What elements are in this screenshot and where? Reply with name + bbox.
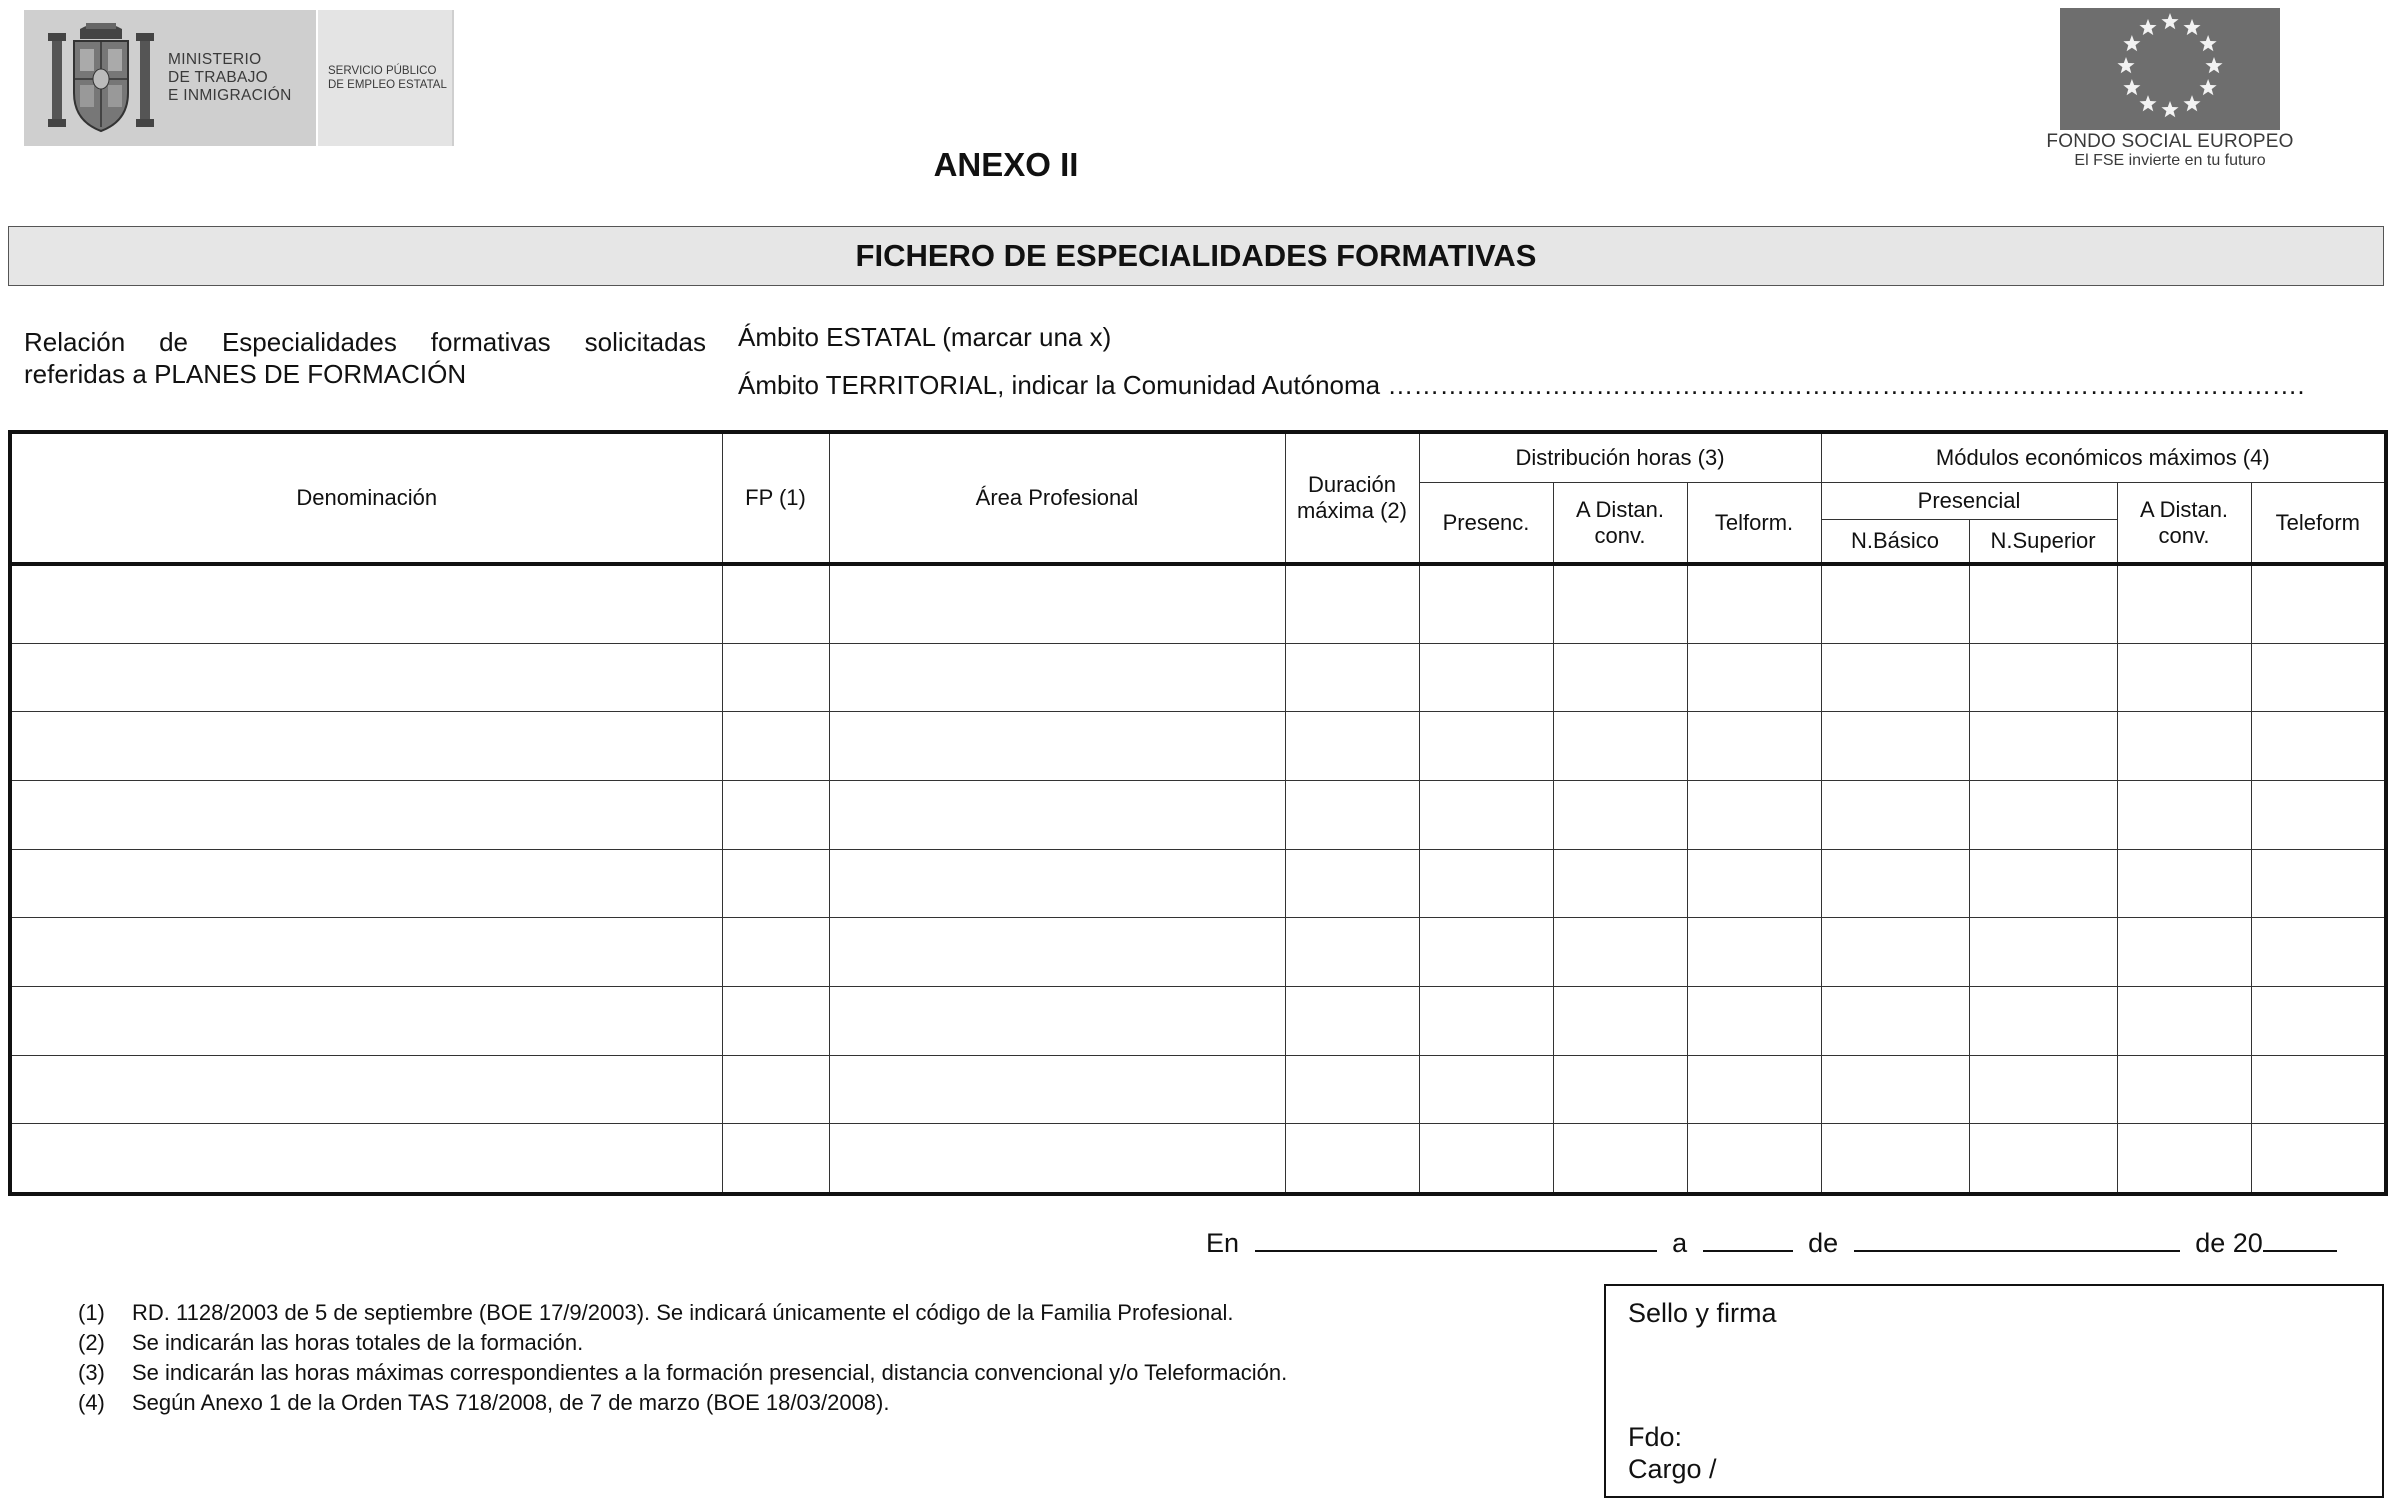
- table-row: [10, 712, 2386, 781]
- cell-n-basico[interactable]: [1821, 712, 1969, 781]
- cell-area[interactable]: [829, 918, 1285, 987]
- cell-fp[interactable]: [722, 781, 829, 850]
- cell-fp[interactable]: [722, 1124, 829, 1194]
- cell-duracion[interactable]: [1285, 849, 1419, 918]
- cell-telform[interactable]: [1687, 643, 1821, 712]
- cell-presenc[interactable]: [1419, 986, 1553, 1055]
- table-row: [10, 781, 2386, 850]
- cell-denominacion[interactable]: [10, 918, 722, 987]
- cell-a-distan-conv[interactable]: [1553, 712, 1687, 781]
- date-a-label: a: [1672, 1228, 1688, 1258]
- ambito-territorial[interactable]: Ámbito TERRITORIAL, indicar la Comunidad Autónoma …………………………………………………………………………………………….: [738, 370, 2305, 400]
- cell-telform[interactable]: [1687, 781, 1821, 850]
- cell-telform[interactable]: [1687, 1055, 1821, 1124]
- cell-telform[interactable]: [1687, 849, 1821, 918]
- cell-area[interactable]: [829, 564, 1285, 643]
- cell-a-distan-conv[interactable]: [1553, 986, 1687, 1055]
- cell-n-basico[interactable]: [1821, 849, 1969, 918]
- annex-title: ANEXO II: [933, 146, 1079, 183]
- cell-duracion[interactable]: [1285, 643, 1419, 712]
- cell-n-superior[interactable]: [1969, 643, 2117, 712]
- ministry-logo: [24, 10, 454, 146]
- cell-teleform[interactable]: [2251, 986, 2386, 1055]
- cell-modulos-a-distan-conv[interactable]: [2117, 564, 2251, 643]
- cell-teleform[interactable]: [2251, 781, 2386, 850]
- place-field[interactable]: [1255, 1228, 1657, 1252]
- cell-teleform[interactable]: [2251, 1055, 2386, 1124]
- cell-presenc[interactable]: [1419, 1124, 1553, 1194]
- footnote: (3) Se indicarán las horas máximas correspondientes a la formación presencial, distancia convencional y/o Teleformación.: [78, 1360, 1288, 1385]
- eu-star-icon: [2161, 13, 2178, 29]
- cell-a-distan-conv[interactable]: [1553, 564, 1687, 643]
- eu-flag-icon: [2060, 8, 2280, 130]
- cell-modulos-a-distan-conv[interactable]: [2117, 849, 2251, 918]
- footnote: (2) Se indicarán las horas totales de la formación.: [78, 1330, 584, 1355]
- fse-name: FONDO SOCIAL EUROPEO: [2046, 131, 2294, 152]
- cell-area[interactable]: [829, 986, 1285, 1055]
- eu-star-icon: [2183, 95, 2200, 111]
- cell-telform[interactable]: [1687, 1124, 1821, 1194]
- fse-tagline: El FSE invierte en tu futuro: [2074, 152, 2266, 169]
- date-de20-label: de 20: [2195, 1228, 2263, 1258]
- table-row: [10, 849, 2386, 918]
- header-modulos-a-distan-conv: A Distan. conv.: [2117, 483, 2251, 565]
- sello-label: Sello y firma: [1628, 1298, 1777, 1328]
- cell-teleform[interactable]: [2251, 712, 2386, 781]
- cell-n-superior[interactable]: [1969, 712, 2117, 781]
- cell-n-basico[interactable]: [1821, 918, 1969, 987]
- cell-denominacion[interactable]: [10, 712, 722, 781]
- cell-teleform[interactable]: [2251, 849, 2386, 918]
- header-presencial: Presencial: [1821, 483, 2117, 520]
- cell-n-basico[interactable]: [1821, 1124, 1969, 1194]
- cell-n-superior[interactable]: [1969, 781, 2117, 850]
- cell-area[interactable]: [829, 781, 1285, 850]
- cell-modulos-a-distan-conv[interactable]: [2117, 918, 2251, 987]
- header-area: Área Profesional: [829, 432, 1285, 564]
- cell-area[interactable]: [829, 849, 1285, 918]
- table-row: [10, 986, 2386, 1055]
- cell-teleform[interactable]: [2251, 564, 2386, 643]
- eu-star-icon: [2123, 35, 2140, 51]
- cell-telform[interactable]: [1687, 712, 1821, 781]
- sepe-logo: SERVICIO PÚBLICO DE EMPLEO ESTATAL: [316, 10, 452, 146]
- header-denominacion: Denominación: [10, 432, 722, 564]
- year-field[interactable]: [2263, 1228, 2337, 1252]
- cell-duracion[interactable]: [1285, 781, 1419, 850]
- cell-a-distan-conv[interactable]: [1553, 849, 1687, 918]
- especialidades-table: [8, 430, 2388, 1196]
- cell-presenc[interactable]: [1419, 643, 1553, 712]
- table-row: [10, 1124, 2386, 1194]
- cell-n-superior[interactable]: [1969, 1124, 2117, 1194]
- date-en-label: En: [1206, 1228, 1240, 1258]
- relacion-text: Relación de Especialidades formativas solicitadas referidas a PLANES DE FORMACIÓN: [24, 327, 706, 389]
- cell-telform[interactable]: [1687, 986, 1821, 1055]
- cell-n-superior[interactable]: [1969, 849, 2117, 918]
- cell-a-distan-conv[interactable]: [1553, 918, 1687, 987]
- cell-duracion[interactable]: [1285, 1055, 1419, 1124]
- eu-star-icon: [2123, 79, 2140, 95]
- form-title-band: [8, 226, 2384, 286]
- cell-fp[interactable]: [722, 712, 829, 781]
- header-a-distan-conv: A Distan. conv.: [1553, 483, 1687, 565]
- cell-denominacion[interactable]: [10, 643, 722, 712]
- cell-n-basico[interactable]: [1821, 564, 1969, 643]
- cell-area[interactable]: [829, 643, 1285, 712]
- header-n-superior: N.Superior: [1969, 520, 2117, 565]
- cell-teleform[interactable]: [2251, 643, 2386, 712]
- cell-denominacion[interactable]: [10, 564, 722, 643]
- cell-presenc[interactable]: [1419, 712, 1553, 781]
- eu-star-icon: [2117, 57, 2134, 73]
- cell-presenc[interactable]: [1419, 918, 1553, 987]
- cell-fp[interactable]: [722, 564, 829, 643]
- month-field[interactable]: [1854, 1228, 2180, 1252]
- cell-denominacion[interactable]: [10, 781, 722, 850]
- header-distribucion: Distribución horas (3): [1419, 432, 1821, 483]
- cell-fp[interactable]: [722, 1055, 829, 1124]
- ambito-estatal[interactable]: Ámbito ESTATAL (marcar una x): [738, 322, 1112, 352]
- cell-presenc[interactable]: [1419, 849, 1553, 918]
- cell-n-superior[interactable]: [1969, 986, 2117, 1055]
- eu-star-icon: [2161, 101, 2178, 117]
- footnote: (1) RD. 1128/2003 de 5 de septiembre (BOE 17/9/2003). Se indicará únicamente el código de la Familia Profesional.: [78, 1300, 1234, 1325]
- header-presenc: Presenc.: [1419, 483, 1553, 565]
- eu-star-icon: [2183, 19, 2200, 35]
- cell-area[interactable]: [829, 1055, 1285, 1124]
- cell-n-superior[interactable]: [1969, 1055, 2117, 1124]
- cell-a-distan-conv[interactable]: [1553, 781, 1687, 850]
- cell-a-distan-conv[interactable]: [1553, 1124, 1687, 1194]
- eu-star-icon: [2139, 19, 2156, 35]
- cell-presenc[interactable]: [1419, 781, 1553, 850]
- cell-duracion[interactable]: [1285, 712, 1419, 781]
- cell-n-basico[interactable]: [1821, 986, 1969, 1055]
- day-field[interactable]: [1703, 1228, 1793, 1252]
- fdo-label: Fdo:: [1628, 1422, 1683, 1452]
- footnotes: [78, 1298, 1287, 1418]
- cell-denominacion[interactable]: [10, 1055, 722, 1124]
- cell-modulos-a-distan-conv[interactable]: [2117, 712, 2251, 781]
- eu-star-icon: [2200, 35, 2217, 51]
- cell-modulos-a-distan-conv[interactable]: [2117, 986, 2251, 1055]
- cell-fp[interactable]: [722, 986, 829, 1055]
- eu-star-icon: [2200, 79, 2217, 95]
- signature-box[interactable]: [1604, 1284, 2384, 1498]
- cell-duracion[interactable]: [1285, 918, 1419, 987]
- cell-denominacion[interactable]: [10, 986, 722, 1055]
- form-title: FICHERO DE ESPECIALIDADES FORMATIVAS: [855, 238, 1537, 273]
- table-row: [10, 643, 2386, 712]
- cell-a-distan-conv[interactable]: [1553, 643, 1687, 712]
- cell-area[interactable]: [829, 712, 1285, 781]
- cell-n-basico[interactable]: [1821, 781, 1969, 850]
- cell-duracion[interactable]: [1285, 986, 1419, 1055]
- ministry-name: MINISTERIO DE TRABAJO E INMIGRACIÓN: [168, 51, 292, 104]
- cell-n-basico[interactable]: [1821, 643, 1969, 712]
- place-date-line: [1206, 1228, 2337, 1259]
- cell-telform[interactable]: [1687, 918, 1821, 987]
- cell-presenc[interactable]: [1419, 1055, 1553, 1124]
- cell-presenc[interactable]: [1419, 564, 1553, 643]
- cell-modulos-a-distan-conv[interactable]: [2117, 781, 2251, 850]
- table-row: [10, 564, 2386, 643]
- header-telform: Telform.: [1687, 483, 1821, 565]
- eu-star-icon: [2139, 95, 2156, 111]
- cell-modulos-a-distan-conv[interactable]: [2117, 643, 2251, 712]
- cell-teleform[interactable]: [2251, 918, 2386, 987]
- cell-modulos-a-distan-conv[interactable]: [2117, 1124, 2251, 1194]
- date-de-label: de: [1808, 1228, 1839, 1258]
- cell-n-basico[interactable]: [1821, 1055, 1969, 1124]
- cell-denominacion[interactable]: [10, 849, 722, 918]
- header-duracion: Duración máxima (2): [1285, 432, 1419, 564]
- cell-fp[interactable]: [722, 849, 829, 918]
- header-modulos: Módulos económicos máximos (4): [1821, 432, 2386, 483]
- cell-teleform[interactable]: [2251, 1124, 2386, 1194]
- cell-a-distan-conv[interactable]: [1553, 1055, 1687, 1124]
- cell-telform[interactable]: [1687, 564, 1821, 643]
- header-teleform: Teleform: [2251, 483, 2386, 565]
- cargo-label: Cargo /: [1628, 1454, 1717, 1484]
- cell-denominacion[interactable]: [10, 1124, 722, 1194]
- footnote: (4) Según Anexo 1 de la Orden TAS 718/2008, de 7 de marzo (BOE 18/03/2008).: [78, 1390, 890, 1415]
- cell-area[interactable]: [829, 1124, 1285, 1194]
- eu-star-icon: [2205, 57, 2222, 73]
- cell-n-superior[interactable]: [1969, 918, 2117, 987]
- coat-of-arms-icon: [46, 19, 156, 137]
- cell-n-superior[interactable]: [1969, 564, 2117, 643]
- cell-duracion[interactable]: [1285, 564, 1419, 643]
- cell-fp[interactable]: [722, 643, 829, 712]
- cell-duracion[interactable]: [1285, 1124, 1419, 1194]
- table-row: [10, 1055, 2386, 1124]
- cell-fp[interactable]: [722, 918, 829, 987]
- header-fp: FP (1): [722, 432, 829, 564]
- table-row: [10, 918, 2386, 987]
- cell-modulos-a-distan-conv[interactable]: [2117, 1055, 2251, 1124]
- header-n-basico: N.Básico: [1821, 520, 1969, 565]
